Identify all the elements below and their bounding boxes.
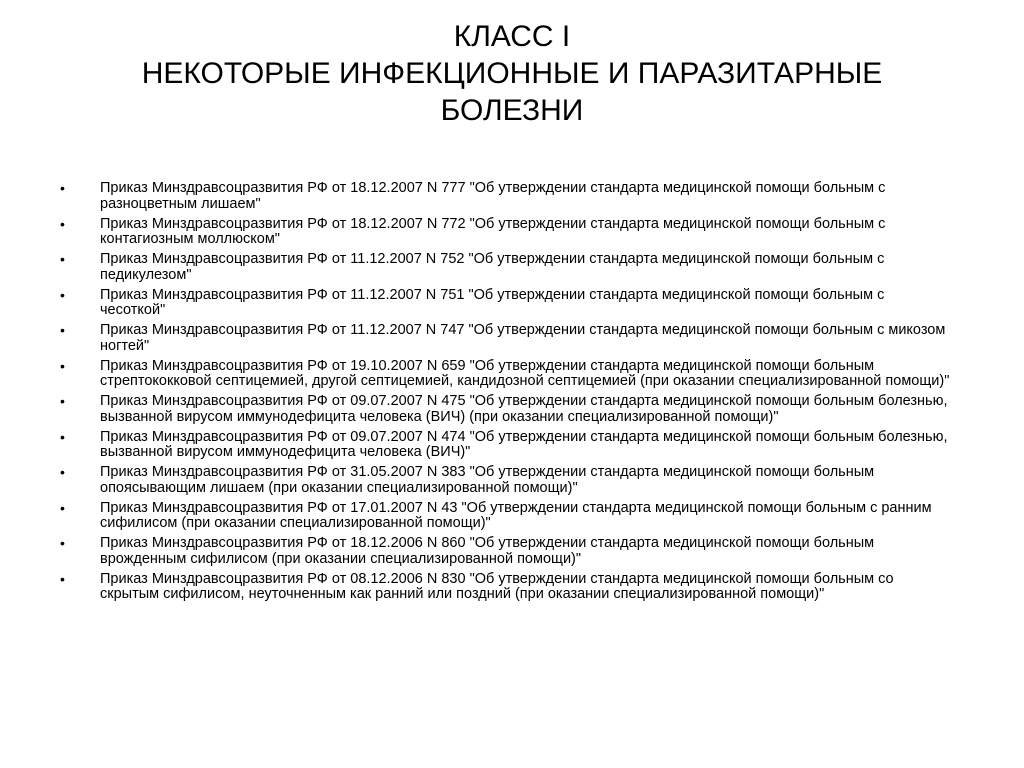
bullet-icon: • xyxy=(60,215,65,232)
list-item xyxy=(60,252,950,283)
list-item-text: Приказ Минздравсоцразвития РФ от 17.01.2007 N 43 "Об утверждении стандарта медицинской помощи больным с ранним сифилисом (при оказании специализированной помощи)" xyxy=(100,499,932,531)
orders-list xyxy=(60,181,950,607)
bullet-icon: • xyxy=(60,286,65,303)
list-item xyxy=(60,430,950,461)
list-item xyxy=(60,359,950,390)
bullet-icon: • xyxy=(60,535,65,551)
list-item-text: Приказ Минздравсоцразвития РФ от 18.12.2007 N 772 "Об утверждении стандарта медицинской помощи больным с контагиозным моллюском" xyxy=(100,215,886,247)
list-item xyxy=(60,572,950,603)
list-item xyxy=(60,465,950,496)
list-item-text: Приказ Минздравсоцразвития РФ от 08.12.2006 N 830 "Об утверждении стандарта медицинской помощи больным со скрытым сифилисом, неуточненным как ранний или поздний (при оказании специализированной помощи)" xyxy=(100,570,894,602)
bullet-icon: • xyxy=(60,251,65,267)
bullet-icon: • xyxy=(60,464,65,480)
list-item-text: Приказ Минздравсоцразвития РФ от 31.05.2007 N 383 "Об утверждении стандарта медицинской помощи больным опоясывающим лишаем (при оказании специализированной помощи)" xyxy=(100,464,875,496)
list-item-text: Приказ Минздравсоцразвития РФ от 11.12.2007 N 747 "Об утверждении стандарта медицинской помощи больным с микозом ногтей" xyxy=(100,322,946,354)
title-line-2: НЕКОТОРЫЕ ИНФЕКЦИОННЫЕ И ПАРАЗИТАРНЫЕ xyxy=(141,57,883,90)
list-item-text: Приказ Минздравсоцразвития РФ от 11.12.2007 N 752 "Об утверждении стандарта медицинской помощи больным с педикулезом" xyxy=(100,251,885,283)
list-item-text: Приказ Минздравсоцразвития РФ от 18.12.2007 N 777 "Об утверждении стандарта медицинской помощи больным с разноцветным лишаем" xyxy=(100,180,886,212)
slide-title xyxy=(40,18,984,129)
bullet-icon: • xyxy=(60,570,65,587)
bullet-icon: • xyxy=(60,180,65,196)
list-item xyxy=(60,536,950,567)
list-item xyxy=(60,394,950,425)
list-item-text: Приказ Минздравсоцразвития РФ от 09.07.2007 N 475 "Об утверждении стандарта медицинской помощи больным болезнью, вызванной вирусом иммунодефицита человека (ВИЧ) (при оказании специализированной помощи)" xyxy=(100,393,948,425)
bullet-icon: • xyxy=(60,322,65,338)
list-item-text: Приказ Минздравсоцразвития РФ от 11.12.2007 N 751 "Об утверждении стандарта медицинской помощи больным с чесоткой" xyxy=(100,286,885,318)
list-item xyxy=(60,323,950,354)
bullet-icon: • xyxy=(60,357,65,374)
list-item-text: Приказ Минздравсоцразвития РФ от 18.12.2006 N 860 "Об утверждении стандарта медицинской помощи больным врожденным сифилисом (при оказании специализированной помощи)" xyxy=(100,535,875,567)
title-line-1: КЛАСС I xyxy=(453,20,571,53)
list-item xyxy=(60,217,950,248)
bullet-icon: • xyxy=(60,393,65,409)
list-item xyxy=(60,181,950,212)
list-item-text: Приказ Минздравсоцразвития РФ от 19.10.2007 N 659 "Об утверждении стандарта медицинской помощи больным стрептококковой септицемией, другой септицемией, кандидозной септицемией (при оказании специализированной помощи)" xyxy=(100,357,950,389)
list-item xyxy=(60,288,950,319)
list-item-text: Приказ Минздравсоцразвития РФ от 09.07.2007 N 474 "Об утверждении стандарта медицинской помощи больным болезнью, вызванной вирусом иммунодефицита человека (ВИЧ)" xyxy=(100,428,948,460)
bullet-icon: • xyxy=(60,428,65,445)
title-line-3: БОЛЕЗНИ xyxy=(440,94,584,127)
bullet-icon: • xyxy=(60,499,65,516)
list-item xyxy=(60,501,950,532)
